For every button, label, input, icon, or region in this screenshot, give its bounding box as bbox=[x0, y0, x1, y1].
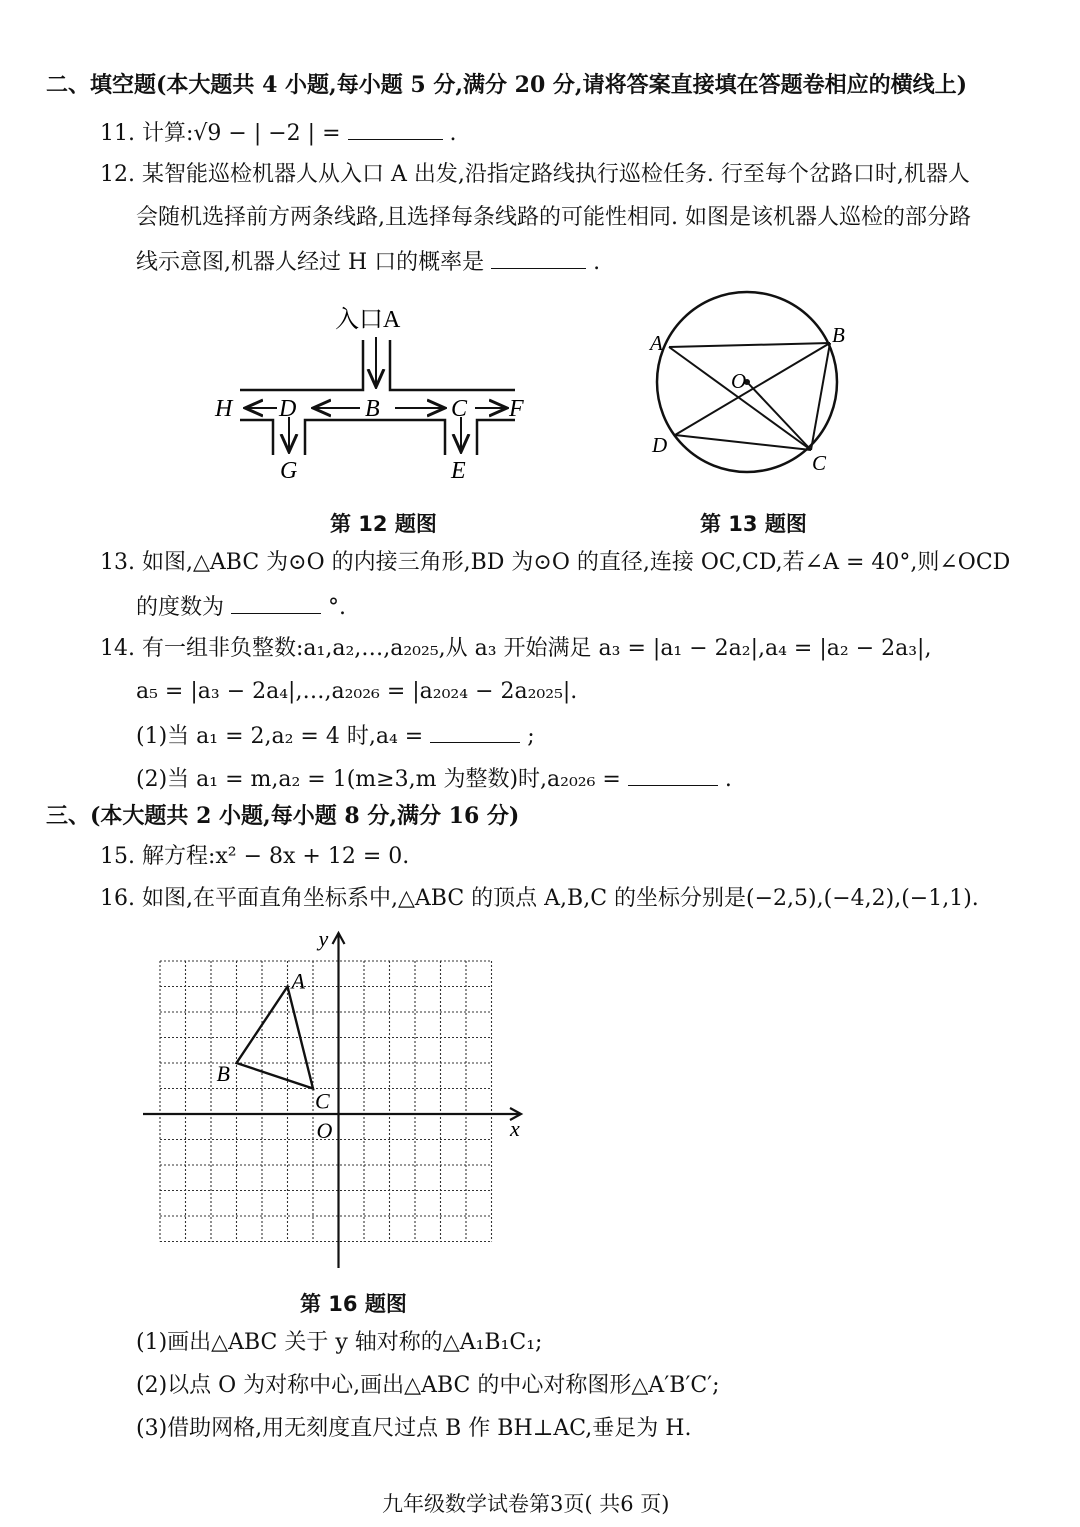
section-2-title: 二、填空题(本大题共 4 小题,每小题 5 分,满分 20 分,请将答案直接填在答题卷相应的横线上) bbox=[46, 72, 967, 98]
label-G: G bbox=[280, 458, 298, 484]
question-15: 15. 解方程:x² − 8x + 12 = 0. bbox=[100, 844, 410, 869]
label-B: B bbox=[832, 323, 845, 347]
q16-part1: (1)画出△ABC 关于 y 轴对称的△A₁B₁C₁; bbox=[136, 1330, 543, 1355]
q13-line2: 的度数为 bbox=[136, 595, 225, 620]
label-D: D bbox=[652, 433, 668, 457]
figure-12-route-diagram bbox=[205, 295, 545, 495]
figure-13-circle-diagram bbox=[640, 290, 860, 490]
q14-part1-end: ; bbox=[527, 724, 535, 749]
label-H: H bbox=[215, 396, 233, 422]
label-O: O bbox=[731, 369, 747, 393]
question-11 bbox=[100, 117, 457, 149]
figure-13-caption: 第 13 题图 bbox=[700, 512, 807, 536]
q14-part2: (2)当 a₁ = m,a₂ = 1(m≥3,m 为整数)时,a₂₀₂₆ = bbox=[136, 767, 621, 792]
question-13-line2 bbox=[136, 591, 346, 623]
q12-answer-blank[interactable] bbox=[491, 246, 586, 269]
label-C: C bbox=[451, 396, 468, 422]
section-3-title: 三、(本大题共 2 小题,每小题 8 分,满分 16 分) bbox=[46, 803, 520, 829]
label-D: D bbox=[279, 396, 297, 422]
entry-label: 入口A bbox=[335, 307, 401, 333]
q11-answer-blank[interactable] bbox=[348, 117, 443, 140]
question-12-line3 bbox=[136, 246, 600, 278]
axes bbox=[143, 933, 521, 1268]
question-14-part2 bbox=[136, 763, 732, 795]
question-14-part1 bbox=[136, 720, 535, 752]
question-16: 16. 如图,在平面直角坐标系中,△ABC 的顶点 A,B,C 的坐标分别是(−2,5),(−4,2),(−1,1). bbox=[100, 886, 979, 911]
chords bbox=[669, 343, 830, 450]
q12-line3: 线示意图,机器人经过 H 口的概率是 bbox=[136, 250, 485, 275]
route-arrows bbox=[247, 337, 505, 450]
vertex-label-A: A bbox=[291, 968, 305, 994]
vertex-label-C: C bbox=[315, 1088, 330, 1114]
q14-part1: (1)当 a₁ = 2,a₂ = 4 时,a₄ = bbox=[136, 724, 424, 749]
label-A: A bbox=[650, 331, 663, 355]
q14-line2: a₅ = |a₃ − 2a₄|,…,a₂₀₂₆ = |a₂₀₂₄ − 2a₂₀₂₅|. bbox=[136, 679, 578, 704]
figure-16-caption: 第 16 题图 bbox=[300, 1292, 407, 1316]
origin-label: O bbox=[316, 1118, 333, 1143]
q12-end: . bbox=[593, 250, 601, 275]
q13-answer-blank[interactable] bbox=[231, 591, 321, 614]
axis-label-y: y bbox=[318, 928, 329, 951]
q13-end: °. bbox=[328, 595, 347, 620]
label-C: C bbox=[812, 451, 827, 475]
figure-12-caption: 第 12 题图 bbox=[330, 512, 437, 536]
q14-part2-blank[interactable] bbox=[628, 763, 718, 786]
q13-line1: 13. 如图,△ABC 为⊙O 的内接三角形,BD 为⊙O 的直径,连接 OC,CD,若∠A = 40°,则∠OCD bbox=[100, 550, 1011, 575]
q12-line2: 会随机选择前方两条线路,且选择每条线路的可能性相同. 如图是该机器人巡检的部分路 bbox=[136, 205, 971, 230]
q14-part2-end: . bbox=[724, 767, 732, 792]
q11-end: . bbox=[449, 121, 457, 146]
q14-part1-blank[interactable] bbox=[430, 720, 520, 743]
figure-16-coordinate-grid bbox=[135, 928, 535, 1273]
q16-part3: (3)借助网格,用无刻度直尺过点 B 作 BH⊥AC,垂足为 H. bbox=[136, 1416, 692, 1441]
label-B: B bbox=[365, 396, 380, 422]
q12-line1: 12. 某智能巡检机器人从入口 A 出发,沿指定路线执行巡检任务. 行至每个岔路口时,机器人 bbox=[100, 162, 970, 187]
vertex-label-B: B bbox=[216, 1061, 230, 1086]
q11-text: 11. 计算:√9 − | −2 | = bbox=[100, 121, 341, 146]
label-E: E bbox=[451, 458, 466, 484]
page-footer: 九年级数学试卷第3页( 共6 页) bbox=[382, 1492, 670, 1516]
q16-part2: (2)以点 O 为对称中心,画出△ABC 的中心对称图形△A′B′C′; bbox=[136, 1373, 720, 1398]
q14-line1: 14. 有一组非负整数:a₁,a₂,…,a₂₀₂₅,从 a₃ 开始满足 a₃ = |a₁ − 2a₂|,a₄ = |a₂ − 2a₃|, bbox=[100, 636, 932, 661]
axis-label-x: x bbox=[510, 1116, 520, 1141]
label-F: F bbox=[509, 396, 524, 422]
